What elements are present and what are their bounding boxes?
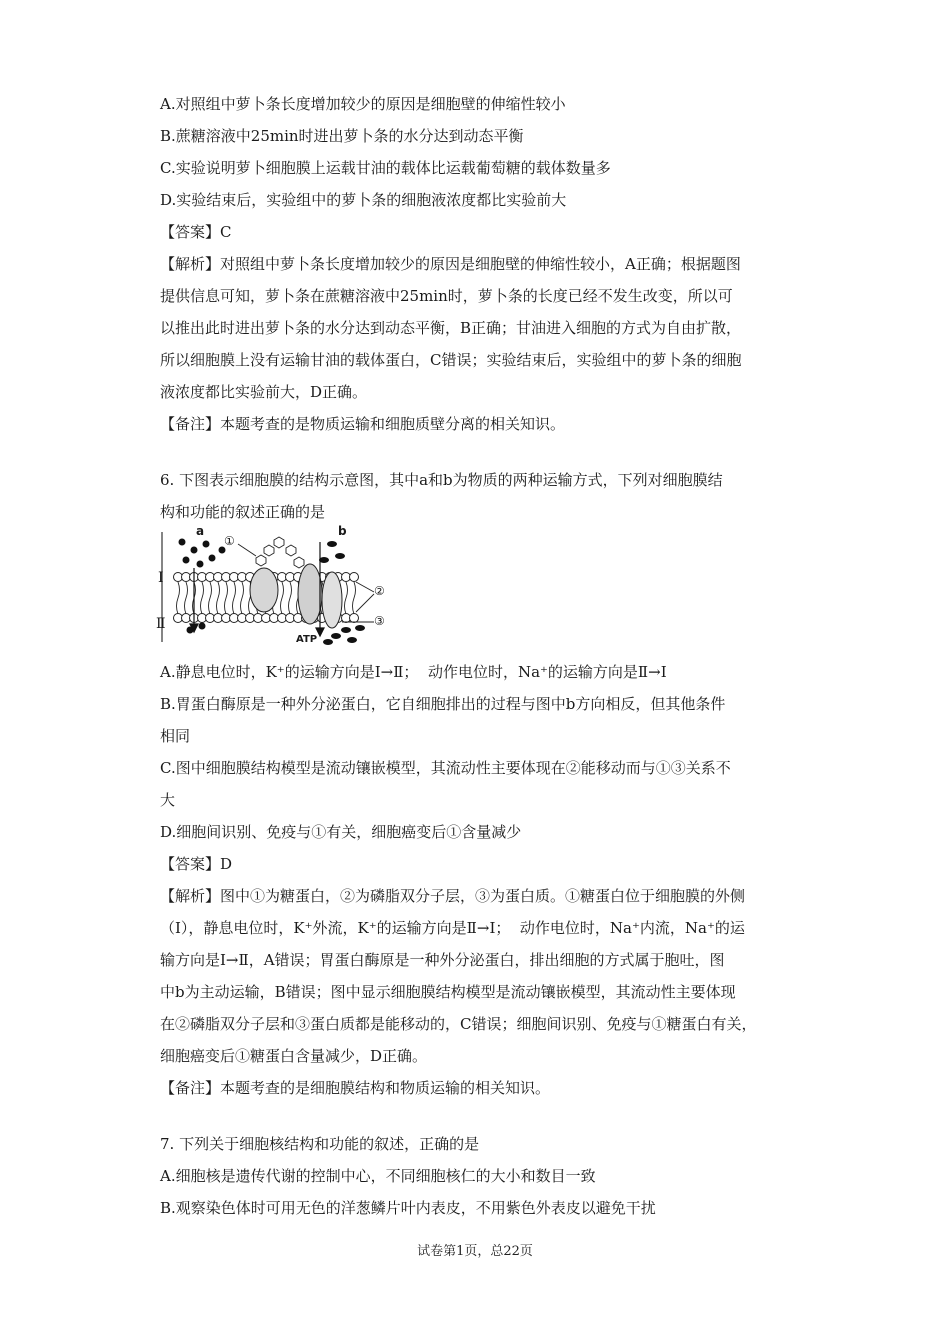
document-page (156, 88, 800, 1224)
page-footer: 试卷第1页，总22页 (417, 1244, 533, 1259)
q6-option-c-cont: 大 (160, 791, 176, 809)
q5-analysis-line: 提供信息可知，萝卜条在蔗糖溶液中25min时，萝卜条的长度已经不发生改变，所以可 (160, 287, 733, 305)
label-1: ① (224, 534, 235, 548)
spacer (160, 1104, 800, 1128)
q6-option-c: C.图中细胞膜结构模型是流动镶嵌模型，其流动性主要体现在②能移动而与①③关系不 (160, 759, 731, 777)
label-2: ② (374, 584, 385, 598)
cell-membrane-diagram (156, 524, 392, 648)
label-side-I: Ⅰ (158, 570, 164, 586)
q6-option-b-cont: 相同 (160, 727, 191, 745)
q6-answer: 【答案】D (160, 855, 233, 873)
spacer (160, 440, 800, 464)
q5-analysis-line: 液浓度都比实验前大，D正确。 (160, 383, 368, 401)
q6-option-d: D.细胞间识别、免疫与①有关，细胞癌变后①含量减少 (160, 823, 522, 841)
q7-option-a: A.细胞核是遗传代谢的控制中心，不同细胞核仁的大小和数目一致 (160, 1167, 596, 1185)
q6-analysis-line: 中b为主动运输，B错误；图中显示细胞膜结构模型是流动镶嵌模型，其流动性主要体现 (160, 983, 736, 1001)
q6-stem-line: 构和功能的叙述正确的是 (160, 503, 326, 521)
q5-option-d: D.实验结束后，实验组中的萝卜条的细胞液浓度都比实验前大 (160, 191, 567, 209)
q5-option-b: B.蔗糖溶液中25min时进出萝卜条的水分达到动态平衡 (160, 127, 524, 145)
q5-analysis-line: 【解析】对照组中萝卜条长度增加较少的原因是细胞壁的伸缩性较小，A正确；根据题图 (160, 255, 741, 273)
q6-stem (160, 464, 800, 528)
q5-analysis-line: 以推出此时进出萝卜条的水分达到动态平衡，B正确；甘油进入细胞的方式为自由扩散， (160, 319, 742, 337)
q6-analysis (160, 880, 800, 1072)
q5-answer: 【答案】C (160, 223, 232, 241)
glycoprotein-chain (256, 537, 304, 568)
q6-note: 【备注】本题考查的是细胞膜结构和物质运输的相关知识。 (160, 1079, 551, 1097)
q5-note: 【备注】本题考查的是物质运输和细胞质壁分离的相关知识。 (160, 415, 566, 433)
q7-options (160, 1160, 800, 1224)
q7-option-b: B.观察染色体时可用无色的洋葱鳞片叶内表皮，不用紫色外表皮以避免干扰 (160, 1199, 656, 1217)
q6-analysis-line: 输方向是Ⅰ→Ⅱ，A错误；胃蛋白酶原是一种外分泌蛋白，排出细胞的方式属于胞吐，图 (160, 951, 725, 969)
label-a: a (196, 524, 205, 538)
q5-option-c: C.实验说明萝卜细胞膜上运载甘油的载体比运载葡萄糖的载体数量多 (160, 159, 611, 177)
label-b: b (338, 524, 347, 538)
label-side-II: Ⅱ (156, 616, 166, 632)
q6-options (160, 656, 800, 848)
q5-option-a: A.对照组中萝卜条长度增加较少的原因是细胞壁的伸缩性较小 (160, 95, 566, 113)
q6-analysis-line: 在②磷脂双分子层和③蛋白质都是能移动的，C错误；细胞间识别、免疫与①糖蛋白有关， (160, 1015, 757, 1033)
q6-option-b: B.胃蛋白酶原是一种外分泌蛋白，它自细胞排出的过程与图中b方向相反，但其他条件 (160, 695, 726, 713)
q6-analysis-line: 【解析】图中①为糖蛋白，②为磷脂双分子层，③为蛋白质。①糖蛋白位于细胞膜的外侧 (160, 887, 746, 905)
q6-option-a: A.静息电位时，K⁺的运输方向是Ⅰ→Ⅱ； 动作电位时，Na⁺的运输方向是Ⅱ→Ⅰ (160, 663, 667, 681)
q6-analysis-line: （Ⅰ），静息电位时，K⁺外流，K⁺的运输方向是Ⅱ→Ⅰ； 动作电位时，Na⁺内流，Na⁺的运 (160, 919, 745, 937)
q6-analysis-line: 细胞癌变后①糖蛋白含量减少，D正确。 (160, 1047, 428, 1065)
q6-stem-line: 6. 下图表示细胞膜的结构示意图，其中a和b为物质的两种运输方式，下列对细胞膜结 (160, 471, 723, 489)
q5-analysis (160, 248, 800, 408)
label-atp: ATP (296, 634, 318, 645)
q5-analysis-line: 所以细胞膜上没有运输甘油的载体蛋白，C错误；实验结束后，实验组中的萝卜条的细胞 (160, 351, 742, 369)
label-3: ③ (374, 614, 385, 628)
q5-options (160, 88, 800, 216)
q7-stem: 7. 下列关于细胞核结构和功能的叙述，正确的是 (160, 1135, 480, 1153)
